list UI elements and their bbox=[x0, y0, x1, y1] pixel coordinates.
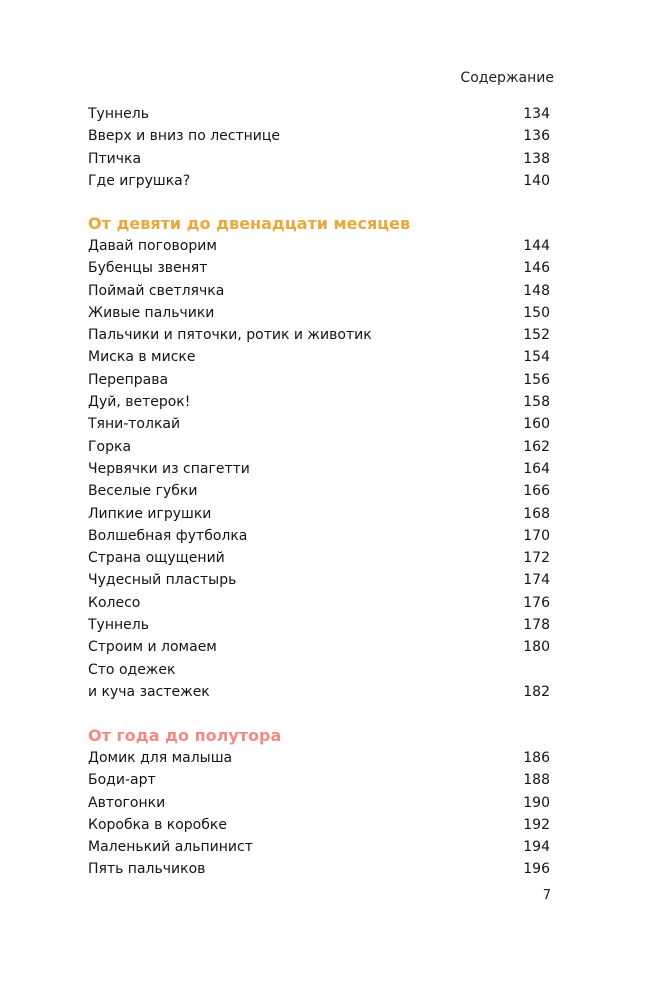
toc-entry-title: Сто одежек bbox=[88, 661, 176, 678]
toc-entry bbox=[88, 148, 550, 170]
toc-entry-title: Маленький альпинист bbox=[88, 839, 253, 856]
toc-entry-page: 136 bbox=[523, 128, 550, 145]
toc-entry-title: Боди-арт bbox=[88, 772, 156, 789]
toc-entry-page: 172 bbox=[523, 550, 550, 567]
toc-entry-title: Дуй, ветерок! bbox=[88, 394, 191, 411]
toc-entry-page: 192 bbox=[523, 816, 550, 833]
toc-entry bbox=[88, 103, 550, 125]
toc-entry bbox=[88, 858, 550, 880]
toc-entry-title: Строим и ломаем bbox=[88, 639, 217, 656]
toc-entry bbox=[88, 547, 550, 569]
toc-entry bbox=[88, 170, 550, 192]
toc-entry-title: Колесо bbox=[88, 594, 141, 611]
toc-entry-page: 154 bbox=[523, 349, 550, 366]
page-number: 7 bbox=[542, 888, 551, 903]
toc-entry bbox=[88, 480, 550, 502]
toc-entry bbox=[88, 458, 550, 480]
toc-entry bbox=[88, 569, 550, 591]
toc-entry-page: 180 bbox=[523, 639, 550, 656]
toc-entry-page: 138 bbox=[523, 150, 550, 167]
toc-entry-title: Туннель bbox=[88, 617, 149, 634]
toc-entry bbox=[88, 346, 550, 368]
toc-entry-page: 196 bbox=[523, 861, 550, 878]
toc-entry bbox=[88, 503, 550, 525]
toc-entry-page: 162 bbox=[523, 438, 550, 455]
toc-section-9-12-months bbox=[88, 213, 550, 703]
toc-entry-title: Давай поговорим bbox=[88, 238, 217, 254]
toc-entry bbox=[88, 836, 550, 858]
toc-entry-title: Пальчики и пяточки, ротик и животик bbox=[88, 327, 372, 344]
toc-entry-page: 170 bbox=[523, 527, 550, 544]
toc-entry bbox=[88, 302, 550, 324]
toc-entry-title: Тяни-толкай bbox=[88, 416, 181, 433]
toc-entry bbox=[88, 391, 550, 413]
toc-entry-title: Червячки из спагетти bbox=[88, 460, 250, 477]
toc-entry-title: Живые пальчики bbox=[88, 304, 215, 321]
toc-entry-title: Поймай светлячка bbox=[88, 282, 225, 299]
toc-entry bbox=[88, 324, 550, 346]
toc-entry-title: Чудесный пластырь bbox=[88, 572, 237, 589]
toc-entry bbox=[88, 369, 550, 391]
toc-entry bbox=[88, 525, 550, 547]
toc-section-12-18-months bbox=[88, 725, 550, 881]
toc-entry-title: Туннель bbox=[88, 106, 149, 122]
toc-entry-page: 176 bbox=[523, 594, 550, 611]
toc-entry-page: 166 bbox=[523, 483, 550, 500]
toc-entry-title: Домик для малыша bbox=[88, 750, 233, 766]
toc-entry-title: Вверх и вниз по лестнице bbox=[88, 128, 281, 145]
toc-entry bbox=[88, 280, 550, 302]
toc-entry-page: 182 bbox=[523, 683, 550, 700]
toc-entry bbox=[88, 747, 550, 769]
toc-entry-page: 168 bbox=[523, 505, 550, 522]
toc-entry bbox=[88, 814, 550, 836]
toc-entry bbox=[88, 257, 550, 279]
toc-entry-title: Бубенцы звенят bbox=[88, 260, 208, 277]
toc-entry bbox=[88, 614, 550, 636]
toc-entry bbox=[88, 592, 550, 614]
toc-entry-page: 148 bbox=[523, 282, 550, 299]
section-heading: От года до полутора bbox=[88, 726, 282, 745]
toc-entry bbox=[88, 235, 550, 257]
toc-entry-page: 194 bbox=[523, 839, 550, 856]
toc-entry bbox=[88, 125, 550, 147]
section-heading: От девяти до двенадцати месяцев bbox=[88, 214, 411, 233]
toc-entry bbox=[88, 413, 550, 435]
toc-entry-title: и куча застежек bbox=[88, 683, 210, 700]
toc-entry-page: 146 bbox=[523, 260, 550, 277]
toc-entry-title: Автогонки bbox=[88, 794, 166, 811]
toc-entry bbox=[88, 659, 550, 681]
toc-entry-page: 160 bbox=[523, 416, 550, 433]
toc-entry-page: 134 bbox=[523, 106, 550, 122]
toc-entry-page: 174 bbox=[523, 572, 550, 589]
toc-entry bbox=[88, 769, 550, 791]
toc-entry bbox=[88, 792, 550, 814]
toc-entry-page: 152 bbox=[523, 327, 550, 344]
toc-entry-page: 164 bbox=[523, 460, 550, 477]
toc-entry-page: 188 bbox=[523, 772, 550, 789]
toc-entry-title: Веселые губки bbox=[88, 483, 198, 500]
toc-entry-title: Миска в миске bbox=[88, 349, 196, 366]
running-head: Содержание bbox=[460, 70, 554, 86]
toc-entry-title: Горка bbox=[88, 438, 132, 455]
toc-entry bbox=[88, 636, 550, 658]
toc-group-continued bbox=[88, 103, 550, 192]
toc-entry bbox=[88, 681, 550, 703]
toc-entry-page: 150 bbox=[523, 304, 550, 321]
toc-entry-page: 144 bbox=[523, 238, 550, 254]
toc-entry-title: Волшебная футболка bbox=[88, 527, 248, 544]
toc-entry-page: 190 bbox=[523, 794, 550, 811]
toc-entry-page: 156 bbox=[523, 371, 550, 388]
toc-entry-title: Птичка bbox=[88, 150, 142, 167]
toc-entry-title: Где игрушка? bbox=[88, 172, 191, 189]
toc-entry-page: 158 bbox=[523, 394, 550, 411]
toc-entry-page: 186 bbox=[523, 750, 550, 766]
toc-entry-title: Коробка в коробке bbox=[88, 816, 227, 833]
toc-entry-page: 178 bbox=[523, 617, 550, 634]
toc-entry-page: 140 bbox=[523, 172, 550, 189]
toc-entry-title: Переправа bbox=[88, 371, 169, 388]
toc-entry-title: Липкие игрушки bbox=[88, 505, 212, 522]
toc-entry bbox=[88, 436, 550, 458]
toc-entry-title: Пять пальчиков bbox=[88, 861, 206, 878]
toc-entry-title: Страна ощущений bbox=[88, 550, 225, 567]
